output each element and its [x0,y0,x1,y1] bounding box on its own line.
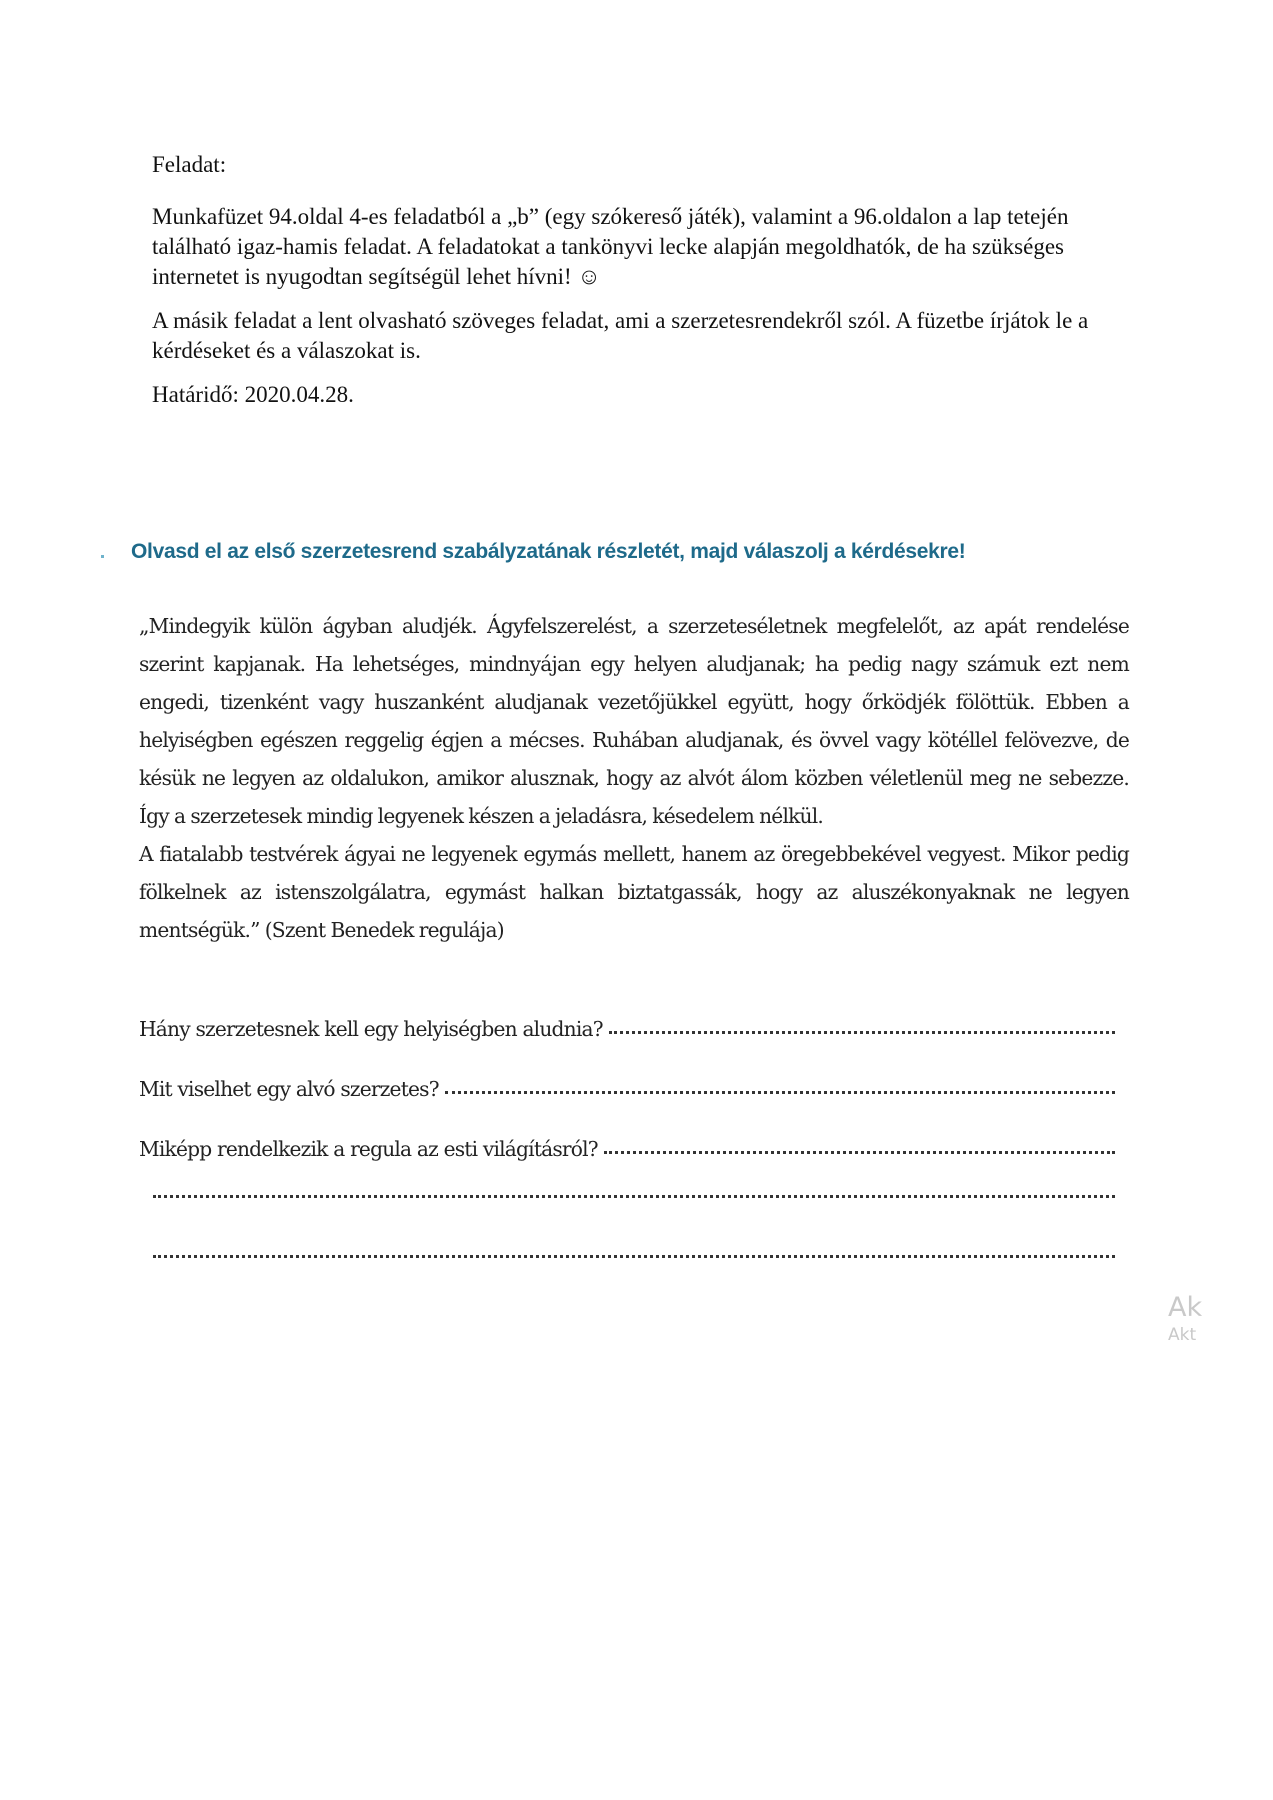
question-text: Miképp rendelkezik a regula az esti világításról? [139,1137,598,1161]
answer-line[interactable] [153,1195,1115,1198]
instructions-title: Feladat: [152,152,227,177]
rule-quote [139,607,1129,949]
instructions-deadline: Határidő: 2020.04.28. [152,382,354,407]
instructions-paragraph-other-task: A másik feladat a lent olvasható szöveges feladat, ami a szerzetesrendekről szól. A füzetbe írjátok le a kérdéseket és a válaszokat is. [152,308,1089,363]
instructions-paragraph-task: Munkafüzet 94.oldal 4-es feladatból a „b” (egy szókereső játék), valamint a 96.oldalon a lap tetején található igaz-hamis feladat. A feladatokat a tankönyvi lecke alapján megoldhatók, de ha szükséges internetet is nyugodtan segítségül lehet hívni! ☺ [152,204,1069,289]
question-row [139,1137,1129,1197]
extra-answer-row [139,1197,1129,1257]
question-text: Hány szerzetesnek kell egy helyiségben aludnia? [139,1017,603,1041]
answer-line[interactable] [445,1091,1115,1094]
extra-answer-row [139,1257,1129,1317]
activation-watermark [1168,1292,1203,1346]
exercise-heading [101,540,1061,564]
answer-line[interactable] [609,1031,1115,1034]
answer-line[interactable] [153,1255,1115,1258]
watermark-line-1: Ak [1168,1292,1203,1323]
question-text: Mit viselhet egy alvó szerzetes? [139,1077,439,1101]
quote-paragraph: A fiatalabb testvérek ágyai ne legyenek egymás mellett, hanem az öregebbekével vegyest. Mikor pedig fölkelnek az istenszolgálatra, egymást halkan biztatgassák, hogy az aluszékonyaknak ne legyen mentségük.” (Szent Benedek regulája) [139,842,1129,942]
watermark-line-2: Akt [1168,1325,1197,1345]
question-row [139,1017,1129,1077]
bullet-mark-icon [101,555,104,558]
instructions-section [152,150,1142,424]
questions-section [139,1017,1129,1317]
answer-line[interactable] [604,1151,1115,1154]
question-row [139,1077,1129,1137]
exercise-heading-text: Olvasd el az első szerzetesrend szabályzatának részletét, majd válaszolj a kérdésekre! [131,540,966,563]
quote-paragraph: „Mindegyik külön ágyban aludjék. Ágyfelszerelést, a szerzeteséletnek megfelelőt, az apát rendelése szerint kapjanak. Ha lehetséges, mindnyájan egy helyen aludjanak; ha pedig nagy számuk ezt nem engedi, tizenként vagy huszanként aludjanak vezetőjükkel együtt, hogy őrködjék fölöttük. Ebben a helyiségben egészen reggelig égjen a mécses. Ruhában aludjanak, és övvel vagy kötéllel felövezve, de késük ne legyen az oldalukon, amikor alusznak, hogy az alvót álom közben véletlenül meg ne sebezze. Így a szerzetesek mindig legyenek készen a jeladásra, késedelem nélkül. [139,614,1129,828]
